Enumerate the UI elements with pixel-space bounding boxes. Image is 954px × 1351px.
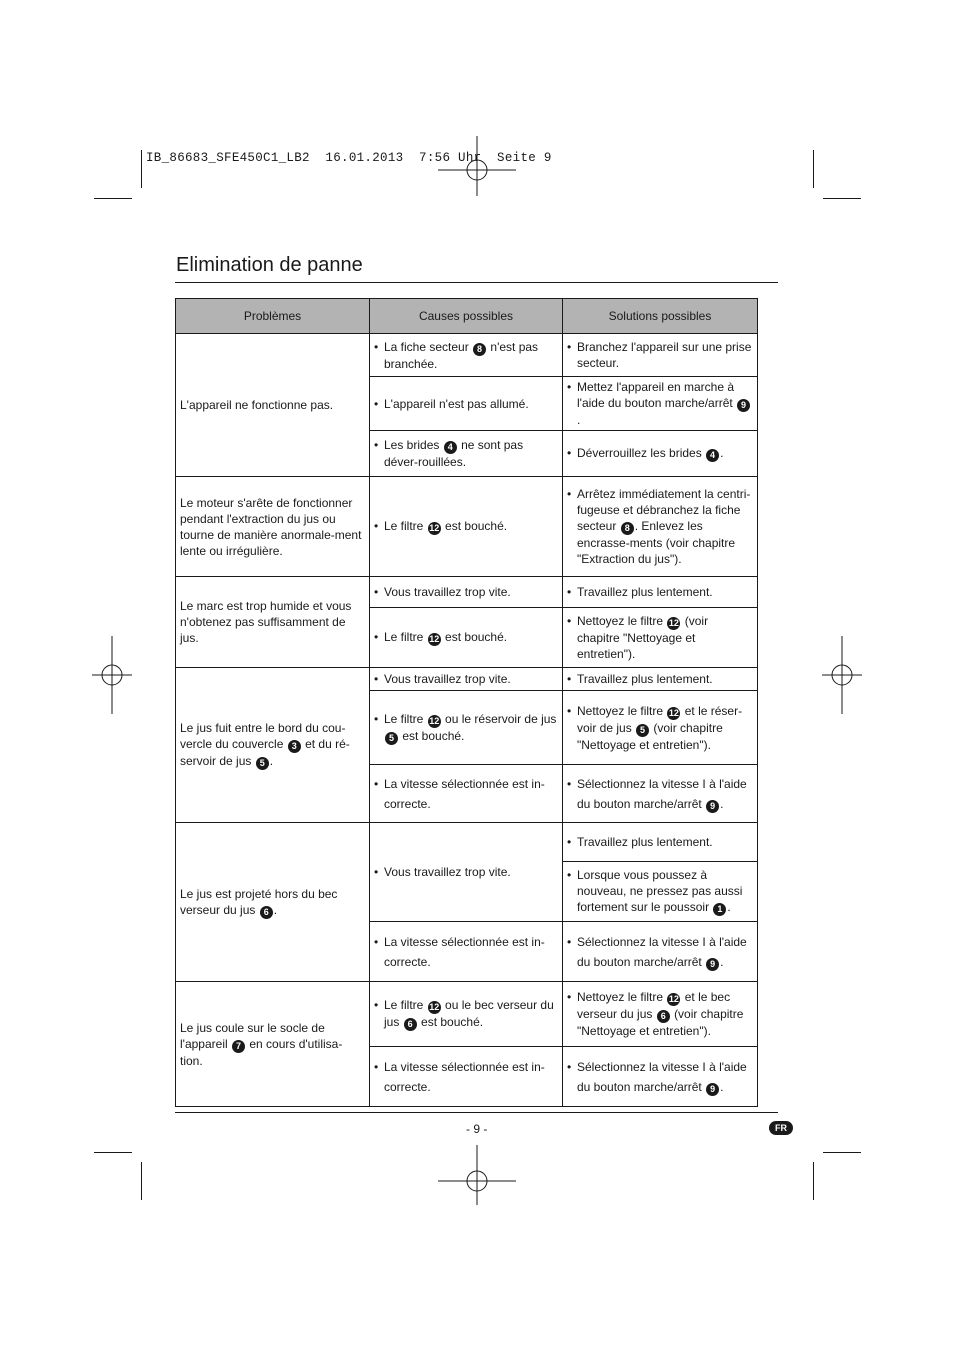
solution-cell: • Travaillez plus lentement. <box>563 823 758 862</box>
cause-cell: • La fiche secteur 8 n'est pas branchée. <box>370 334 563 377</box>
table-row <box>176 477 758 577</box>
cause-cell: • La vitesse sélectionnée est in-correcte. <box>370 765 563 823</box>
registration-mark-icon <box>438 1145 516 1205</box>
crop-mark <box>94 198 132 199</box>
crop-mark <box>141 1162 142 1200</box>
column-header: Solutions possibles <box>563 299 758 334</box>
part-number-badge: 1 <box>713 903 726 916</box>
part-number-badge: 4 <box>444 441 457 454</box>
solution-cell: • Nettoyez le filtre 12 (voir chapitre "Nettoyage et entretien"). <box>563 608 758 668</box>
cause-cell: • Le filtre 12 est bouché. <box>370 477 563 577</box>
solution-cell: • Arrêtez immédiatement la centri-fugeuse et débranchez la fiche secteur 8 . Enlevez les encrasse-ments (voir chapitre "Extraction du jus"). <box>563 477 758 577</box>
solution-cell: • Mettez l'appareil en marche à l'aide du bouton marche/arrêt 9. <box>563 377 758 431</box>
part-number-badge: 6 <box>404 1018 417 1031</box>
part-number-badge: 7 <box>232 1040 245 1053</box>
part-number-badge: 12 <box>429 634 440 644</box>
solution-cell: • Nettoyez le filtre 12 et le bec verseur du jus 6 (voir chapitre "Nettoyage et entretien"). <box>563 982 758 1047</box>
troubleshooting-table <box>175 298 758 1107</box>
solution-cell: • Sélectionnez la vitesse I à l'aide du bouton marche/arrêt 9 . <box>563 922 758 982</box>
crop-mark <box>813 150 814 188</box>
part-number-badge: 5 <box>385 732 398 745</box>
registration-mark-icon <box>822 636 862 714</box>
title-rule <box>175 282 778 283</box>
crop-mark <box>813 1162 814 1200</box>
part-number-badge: 9 <box>706 958 719 971</box>
cause-cell: • Vous travaillez trop vite. <box>370 668 563 691</box>
column-header: Problèmes <box>176 299 370 334</box>
table-row <box>176 668 758 691</box>
page-number: - 9 - <box>466 1122 488 1136</box>
table-row <box>176 982 758 1047</box>
table-header-row <box>176 299 758 334</box>
page-title: Elimination de panne <box>176 254 363 276</box>
cause-cell: • Le filtre 12 est bouché. <box>370 608 563 668</box>
part-number-badge: 9 <box>706 800 719 813</box>
part-number-badge: 4 <box>706 449 719 462</box>
solution-cell: • Sélectionnez la vitesse I à l'aide du bouton marche/arrêt 9 . <box>563 1047 758 1107</box>
table-row <box>176 334 758 377</box>
problem-cell: L'appareil ne fonctionne pas. <box>176 334 370 477</box>
problem-cell: Le marc est trop humide et vous n'obtenez pas suffisamment de jus. <box>176 577 370 668</box>
problem-cell: Le jus fuit entre le bord du cou-vercle du couvercle 3 et du ré-servoir de jus 5 . <box>176 668 370 823</box>
registration-mark-icon <box>92 636 132 714</box>
cause-cell: • L'appareil n'est pas allumé. <box>370 377 563 431</box>
cause-cell: • Les brides 4 ne sont pas déver-rouillées. <box>370 431 563 477</box>
table-row <box>176 577 758 608</box>
footer-rule <box>175 1112 778 1113</box>
part-number-badge: 9 <box>737 399 750 412</box>
print-slug: IB_86683_SFE450C1_LB2 16.01.2013 7:56 Uhr Seite 9 <box>146 151 552 165</box>
solution-cell: • Lorsque vous poussez à nouveau, ne pressez pas aussi fortement sur le poussoir 1 . <box>563 862 758 922</box>
solution-cell: • Sélectionnez la vitesse I à l'aide du bouton marche/arrêt 9 . <box>563 765 758 823</box>
cause-cell: • La vitesse sélectionnée est in-correcte. <box>370 922 563 982</box>
part-number-badge: 8 <box>473 343 486 356</box>
column-header: Causes possibles <box>370 299 563 334</box>
part-number-badge: 12 <box>429 715 440 726</box>
problem-cell: Le jus est projeté hors du bec verseur du jus 6 . <box>176 823 370 982</box>
crop-mark <box>94 1152 132 1153</box>
part-number-badge: 6 <box>260 906 273 919</box>
cause-cell: • Le filtre 12 ou le bec verseur du jus 6 est bouché. <box>370 982 563 1047</box>
part-number-badge: 12 <box>668 707 679 718</box>
part-number-badge: 8 <box>621 522 634 535</box>
part-number-badge: 12 <box>668 618 679 628</box>
language-badge: FR <box>769 1121 793 1135</box>
table-row <box>176 823 758 862</box>
part-number-badge: 12 <box>429 1002 440 1012</box>
problem-cell: Le moteur s'arête de fonctionner pendant l'extraction du jus ou tourne de manière anormale-ment lente ou irrégulière. <box>176 477 370 577</box>
solution-cell: • Travaillez plus lentement. <box>563 668 758 691</box>
part-number-badge: 5 <box>256 757 269 770</box>
problem-cell: Le jus coule sur le socle de l'appareil 7 en cours d'utilisa-tion. <box>176 982 370 1107</box>
part-number-badge: 3 <box>288 740 301 753</box>
crop-mark <box>823 1152 861 1153</box>
solution-cell: • Déverrouillez les brides 4 . <box>563 431 758 477</box>
cause-cell: • La vitesse sélectionnée est in-correcte. <box>370 1047 563 1107</box>
cause-cell: • Vous travaillez trop vite. <box>370 823 563 922</box>
part-number-badge: 9 <box>706 1083 719 1096</box>
solution-cell: • Nettoyez le filtre 12 et le réser-voir de jus 5 (voir chapitre "Nettoyage et entretien"). <box>563 691 758 765</box>
cause-cell: • Vous travaillez trop vite. <box>370 577 563 608</box>
solution-cell: • Branchez l'appareil sur une prise secteur. <box>563 334 758 377</box>
part-number-badge: 5 <box>636 724 649 737</box>
crop-mark <box>823 198 861 199</box>
part-number-badge: 12 <box>429 523 440 533</box>
crop-mark <box>141 150 142 188</box>
part-number-badge: 6 <box>657 1010 670 1023</box>
part-number-badge: 12 <box>668 994 679 1004</box>
solution-cell: • Travaillez plus lentement. <box>563 577 758 608</box>
registration-mark-icon <box>438 136 516 214</box>
cause-cell: • Le filtre 12 ou le réservoir de jus 5 est bouché. <box>370 691 563 765</box>
